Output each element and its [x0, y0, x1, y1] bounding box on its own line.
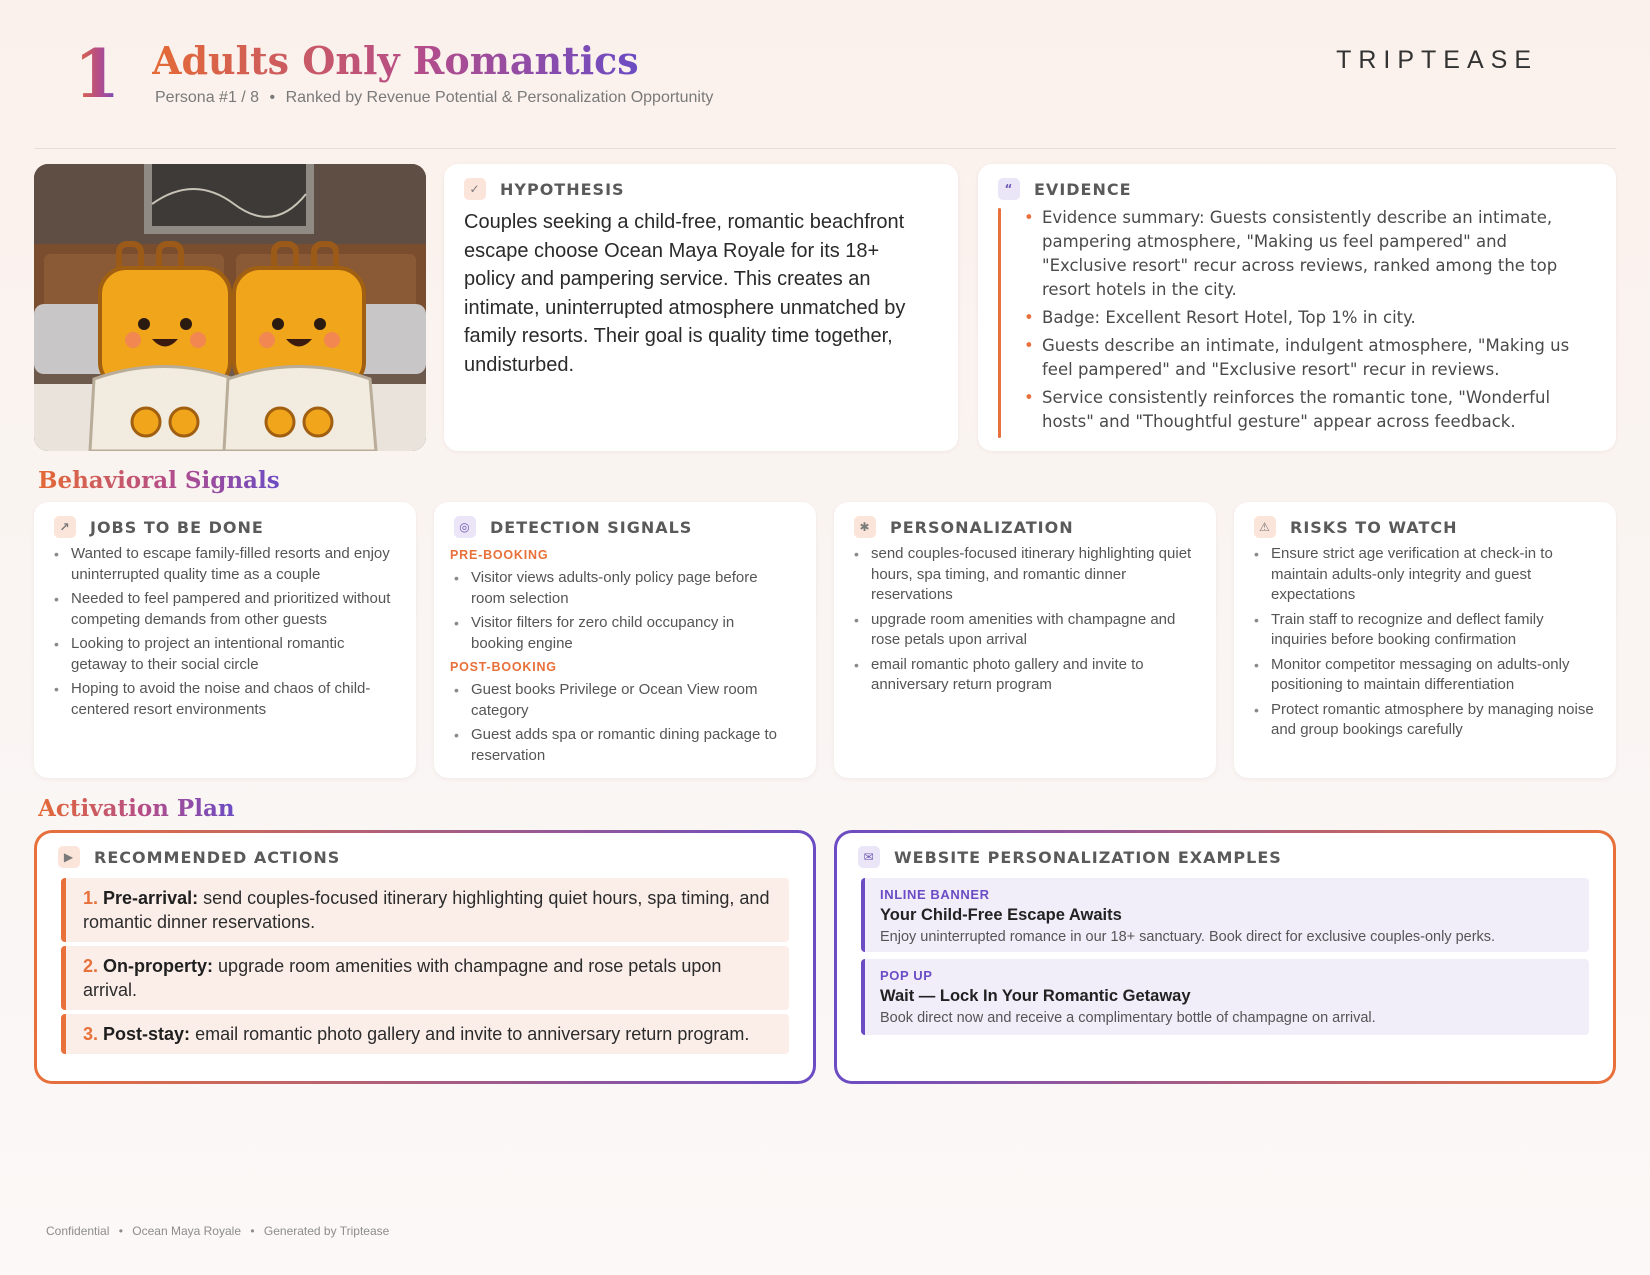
personalization-title: PERSONALIZATION — [890, 517, 1074, 537]
personalization-card — [834, 502, 1216, 778]
list-item: • Visitor views adults-only policy page before room selection — [454, 568, 790, 609]
evidence-card — [978, 164, 1616, 451]
hypothesis-title: HYPOTHESIS — [500, 179, 625, 199]
risks-heading — [1254, 516, 1458, 538]
list-item: • Ensure strict age verification at check-in to maintain adults-only integrity and guest expectations — [1254, 544, 1599, 606]
behavioral-section-title: Behavioral Signals — [38, 467, 280, 494]
list-item: • Guest books Privilege or Ocean View room category — [454, 680, 790, 721]
separator-dot: • — [118, 1224, 123, 1238]
list-item: • Monitor competitor messaging on adults-only positioning to maintain differentiation — [1254, 655, 1599, 696]
footer-confidential: Confidential — [46, 1224, 110, 1238]
hypothesis-text: Couples seeking a child-free, romantic beachfront escape choose Ocean Maya Royale for its 18+ policy and pampering service. This creates an intimate, uninterrupted atmosphere unmatched by family resorts. Their goal is quality time together, undisturbed. — [464, 211, 906, 376]
detection-content — [450, 542, 790, 770]
actions-title: RECOMMENDED ACTIONS — [94, 847, 341, 867]
sparkle-icon: ✱ — [854, 516, 876, 538]
risks-list — [1254, 544, 1599, 745]
list-item: • email romantic photo gallery and invite to anniversary return program — [854, 655, 1194, 696]
jobs-heading — [54, 516, 264, 538]
post-booking-list — [454, 680, 790, 766]
separator-dot: • — [269, 89, 276, 106]
trend-arrow-icon: ↗ — [54, 516, 76, 538]
warning-icon: ⚠ — [1254, 516, 1276, 538]
list-item: • send couples-focused itinerary highlighting quiet hours, spa timing, and romantic dinner reservations — [854, 544, 1194, 606]
header-divider — [34, 148, 1616, 149]
list-item: • Looking to project an intentional romantic getaway to their social circle — [54, 634, 399, 675]
activation-section-title: Activation Plan — [38, 795, 235, 822]
list-item: • upgrade room amenities with champagne and rose petals upon arrival — [854, 610, 1194, 651]
evidence-item: • Service consistently reinforces the romantic tone, "Wonderful hosts" and "Thoughtful gesture" appear across feedback. — [1024, 388, 1551, 431]
action-number: 3. — [83, 1024, 99, 1044]
list-item: • Protect romantic atmosphere by managing noise and group bookings carefully — [1254, 700, 1599, 741]
separator-dot: • — [250, 1224, 255, 1238]
action-label: Pre-arrival: — [103, 888, 199, 908]
hypothesis-card — [444, 164, 958, 451]
evidence-item: • Guests describe an intimate, indulgent atmosphere, "Making us feel pampered" and "Exclusive resort" recur in reviews. — [1024, 336, 1570, 379]
action-text: upgrade room amenities with champagne and rose petals upon arrival. — [83, 956, 722, 1000]
jobs-list — [54, 544, 399, 724]
evidence-list — [1024, 206, 1594, 438]
ranking-note: Ranked by Revenue Potential & Personalization Opportunity — [285, 89, 714, 106]
evidence-accent-bar — [998, 208, 1001, 438]
persona-label: Persona #1 / 8 — [155, 89, 260, 106]
list-item: • Guest adds spa or romantic dining package to reservation — [454, 725, 790, 766]
detection-card — [434, 502, 816, 778]
example-text: Book direct now and receive a complimentary bottle of champagne on arrival. — [880, 1010, 1376, 1026]
action-text: send couples-focused itinerary highlighting quiet hours, spa timing, and romantic dinner reservations. — [83, 888, 770, 932]
evidence-heading — [998, 178, 1132, 200]
website-heading — [858, 846, 1282, 868]
evidence-item: • Badge: Excellent Resort Hotel, Top 1% in city. — [1024, 308, 1416, 327]
evidence-title: EVIDENCE — [1034, 179, 1132, 199]
list-item: • Hoping to avoid the noise and chaos of child-centered resort environments — [54, 679, 399, 720]
checkmark-icon: ✓ — [464, 178, 486, 200]
action-label: On-property: — [103, 956, 214, 976]
example-title: Wait — Lock In Your Romantic Getaway — [880, 987, 1191, 1005]
page-title: Adults Only Romantics — [152, 38, 639, 83]
quote-icon: “ — [998, 178, 1020, 200]
footer-hotel: Ocean Maya Royale — [132, 1224, 241, 1238]
action-item-on-property — [61, 946, 789, 1010]
pre-booking-list — [454, 568, 790, 654]
pre-booking-label: PRE-BOOKING — [450, 548, 549, 562]
detection-heading — [454, 516, 692, 538]
inline-banner-example — [861, 878, 1589, 952]
action-item-pre-arrival — [61, 878, 789, 942]
list-item: • Needed to feel pampered and prioritized without competing demands from other guests — [54, 589, 399, 630]
brand-logo: TRIPTEASE — [1336, 46, 1538, 74]
post-booking-label: POST-BOOKING — [450, 660, 557, 674]
detection-title: DETECTION SIGNALS — [490, 517, 693, 537]
website-examples-card — [834, 830, 1616, 1084]
action-number: 2. — [83, 956, 99, 976]
personalization-list — [854, 544, 1194, 700]
envelope-icon: ✉ — [858, 846, 880, 868]
subtitle — [155, 89, 713, 107]
play-icon: ▶ — [58, 846, 80, 868]
list-item: • Visitor filters for zero child occupancy in booking engine — [454, 613, 790, 654]
hypothesis-heading — [464, 178, 625, 200]
risks-card — [1234, 502, 1616, 778]
recommended-actions-card — [34, 830, 816, 1084]
example-title: Your Child-Free Escape Awaits — [880, 906, 1122, 924]
action-number: 1. — [83, 888, 99, 908]
website-title: WEBSITE PERSONALIZATION EXAMPLES — [894, 847, 1282, 867]
recommended-actions-inner — [37, 833, 813, 1081]
website-examples-inner — [837, 833, 1613, 1081]
action-label: Post-stay: — [103, 1024, 191, 1044]
example-tag: INLINE BANNER — [880, 887, 990, 902]
action-item-post-stay — [61, 1014, 789, 1054]
jobs-title: JOBS TO BE DONE — [90, 517, 264, 537]
evidence-item: • Evidence summary: Guests consistently describe an intimate, pampering atmosphere, "Making us feel pampered" and "Exclusive resort" recur across reviews, ranked among the top resort hotels in the city. — [1024, 208, 1558, 299]
footer — [46, 1224, 389, 1238]
example-tag: POP UP — [880, 968, 933, 983]
popup-example — [861, 959, 1589, 1035]
list-item: • Wanted to escape family-filled resorts and enjoy uninterrupted quality time as a couple — [54, 544, 399, 585]
footer-generated: Generated by Triptease — [263, 1224, 390, 1238]
action-text: email romantic photo gallery and invite to anniversary return program. — [195, 1024, 750, 1044]
jobs-card — [34, 502, 416, 778]
persona-illustration — [34, 164, 426, 451]
personalization-heading — [854, 516, 1074, 538]
list-item: • Train staff to recognize and deflect family inquiries before booking confirmation — [1254, 610, 1599, 651]
example-text: Enjoy uninterrupted romance in our 18+ sanctuary. Book direct for exclusive couples-only perks. — [880, 929, 1496, 945]
risks-title: RISKS TO WATCH — [1290, 517, 1458, 537]
actions-heading — [58, 846, 340, 868]
persona-rank: 1 — [74, 35, 120, 113]
target-icon: ◎ — [454, 516, 476, 538]
